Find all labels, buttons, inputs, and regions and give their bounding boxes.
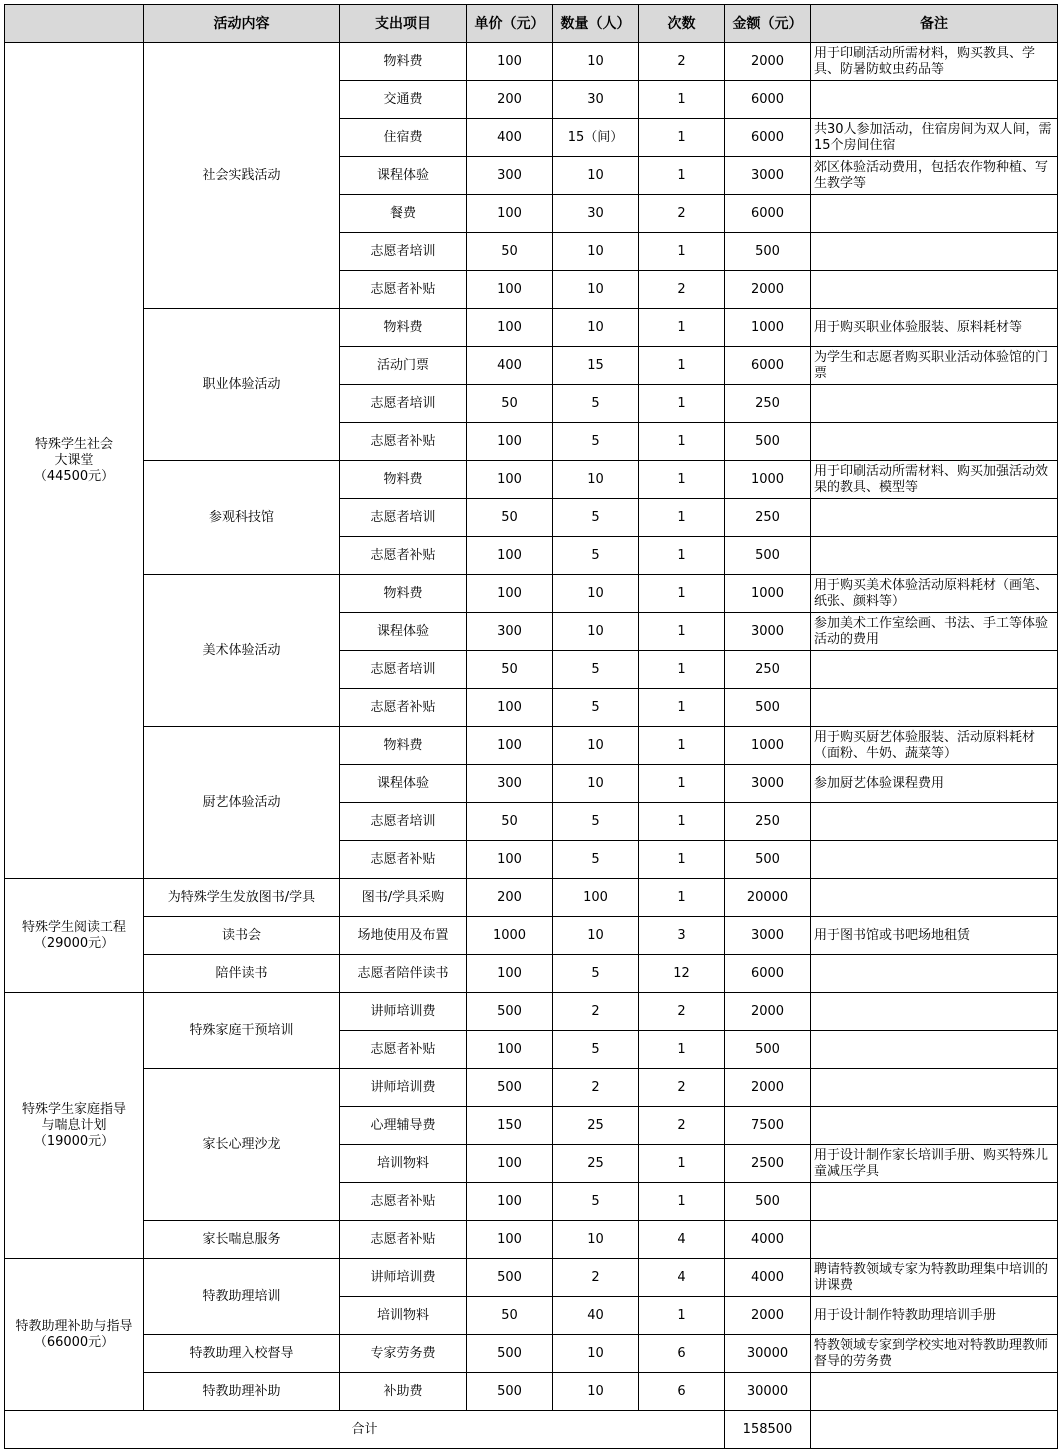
table-row xyxy=(5,917,1058,955)
header-item: 支出项目 xyxy=(340,5,467,43)
category-cell xyxy=(5,43,144,879)
item-cell: 志愿者培训 xyxy=(340,499,467,537)
quantity-cell: 10 xyxy=(553,157,639,195)
item-cell: 志愿者培训 xyxy=(340,233,467,271)
quantity-cell: 15（间） xyxy=(553,119,639,157)
activity-cell: 为特殊学生发放图书/学具 xyxy=(144,879,340,917)
quantity-cell: 5 xyxy=(553,1183,639,1221)
amount-cell: 6000 xyxy=(725,955,811,993)
item-cell: 物料费 xyxy=(340,575,467,613)
item-cell: 志愿者补贴 xyxy=(340,1031,467,1069)
note-cell xyxy=(811,423,1058,461)
unit-price-cell: 100 xyxy=(467,309,553,347)
note-cell xyxy=(811,1373,1058,1411)
unit-price-cell: 500 xyxy=(467,1069,553,1107)
times-cell: 1 xyxy=(639,841,725,879)
header-quantity: 数量（人） xyxy=(553,5,639,43)
unit-price-cell: 100 xyxy=(467,689,553,727)
times-cell: 1 xyxy=(639,575,725,613)
quantity-cell: 10 xyxy=(553,271,639,309)
quantity-cell: 2 xyxy=(553,993,639,1031)
activity-cell: 特教助理补助 xyxy=(144,1373,340,1411)
amount-cell: 2500 xyxy=(725,1145,811,1183)
times-cell: 1 xyxy=(639,1031,725,1069)
times-cell: 1 xyxy=(639,461,725,499)
budget-table-part2 xyxy=(4,878,1058,1449)
times-cell: 1 xyxy=(639,1297,725,1335)
note-cell xyxy=(811,1031,1058,1069)
category-cell xyxy=(5,1259,144,1411)
unit-price-cell: 100 xyxy=(467,1221,553,1259)
budget-table-part1 xyxy=(4,4,1058,879)
item-cell: 场地使用及布置 xyxy=(340,917,467,955)
category-line: 大课堂 xyxy=(54,452,94,468)
amount-cell: 500 xyxy=(725,537,811,575)
item-cell: 志愿者补贴 xyxy=(340,1221,467,1259)
category-cell xyxy=(5,879,144,993)
item-cell: 心理辅导费 xyxy=(340,1107,467,1145)
times-cell: 4 xyxy=(639,1221,725,1259)
times-cell: 1 xyxy=(639,119,725,157)
item-cell: 图书/学具采购 xyxy=(340,879,467,917)
item-cell: 物料费 xyxy=(340,461,467,499)
amount-cell: 30000 xyxy=(725,1373,811,1411)
times-cell: 1 xyxy=(639,803,725,841)
times-cell: 2 xyxy=(639,195,725,233)
quantity-cell: 25 xyxy=(553,1107,639,1145)
quantity-cell: 10 xyxy=(553,613,639,651)
quantity-cell: 10 xyxy=(553,43,639,81)
item-cell: 志愿者培训 xyxy=(340,803,467,841)
note-cell xyxy=(811,233,1058,271)
note-cell: 用于印刷活动所需材料、购买加强活动效果的教具、模型等 xyxy=(811,461,1058,499)
table-row xyxy=(5,955,1058,993)
category-line: 特殊学生阅读工程 xyxy=(21,919,126,935)
times-cell: 1 xyxy=(639,879,725,917)
times-cell: 1 xyxy=(639,537,725,575)
item-cell: 课程体验 xyxy=(340,157,467,195)
quantity-cell: 5 xyxy=(553,1031,639,1069)
times-cell: 2 xyxy=(639,43,725,81)
note-cell xyxy=(811,955,1058,993)
unit-price-cell: 100 xyxy=(467,1183,553,1221)
item-cell: 培训物料 xyxy=(340,1297,467,1335)
note-cell: 用于设计制作家长培训手册、购买特殊儿童减压学具 xyxy=(811,1145,1058,1183)
header-amount: 金额（元） xyxy=(725,5,811,43)
amount-cell: 6000 xyxy=(725,347,811,385)
note-cell xyxy=(811,385,1058,423)
item-cell: 活动门票 xyxy=(340,347,467,385)
item-cell: 志愿者补贴 xyxy=(340,841,467,879)
quantity-cell: 10 xyxy=(553,765,639,803)
amount-cell: 3000 xyxy=(725,917,811,955)
amount-cell: 500 xyxy=(725,689,811,727)
activity-cell: 参观科技馆 xyxy=(144,461,340,575)
times-cell: 4 xyxy=(639,1259,725,1297)
item-cell: 课程体验 xyxy=(340,765,467,803)
quantity-cell: 10 xyxy=(553,1221,639,1259)
header-times: 次数 xyxy=(639,5,725,43)
item-cell: 物料费 xyxy=(340,43,467,81)
item-cell: 志愿者补贴 xyxy=(340,537,467,575)
quantity-cell: 10 xyxy=(553,233,639,271)
note-cell xyxy=(811,1221,1058,1259)
unit-price-cell: 50 xyxy=(467,651,553,689)
times-cell: 1 xyxy=(639,309,725,347)
activity-cell: 家长心理沙龙 xyxy=(144,1069,340,1221)
amount-cell: 250 xyxy=(725,385,811,423)
note-cell xyxy=(811,499,1058,537)
quantity-cell: 10 xyxy=(553,1373,639,1411)
section1-body xyxy=(5,43,1058,879)
times-cell: 2 xyxy=(639,271,725,309)
unit-price-cell: 100 xyxy=(467,461,553,499)
item-cell: 物料费 xyxy=(340,309,467,347)
note-cell xyxy=(811,803,1058,841)
quantity-cell: 10 xyxy=(553,461,639,499)
amount-cell: 500 xyxy=(725,233,811,271)
activity-cell: 特教助理培训 xyxy=(144,1259,340,1335)
table-row xyxy=(5,993,1058,1031)
amount-cell: 30000 xyxy=(725,1335,811,1373)
unit-price-cell: 150 xyxy=(467,1107,553,1145)
amount-cell: 4000 xyxy=(725,1259,811,1297)
unit-price-cell: 50 xyxy=(467,233,553,271)
total-row xyxy=(5,1411,1058,1449)
note-cell: 参加美术工作室绘画、书法、手工等体验活动的费用 xyxy=(811,613,1058,651)
times-cell: 1 xyxy=(639,651,725,689)
amount-cell: 1000 xyxy=(725,309,811,347)
unit-price-cell: 300 xyxy=(467,157,553,195)
item-cell: 志愿者培训 xyxy=(340,385,467,423)
unit-price-cell: 300 xyxy=(467,613,553,651)
times-cell: 1 xyxy=(639,613,725,651)
table-row xyxy=(5,1221,1058,1259)
table-row xyxy=(5,879,1058,917)
note-cell: 用于设计制作特教助理培训手册 xyxy=(811,1297,1058,1335)
item-cell: 志愿者培训 xyxy=(340,651,467,689)
quantity-cell: 5 xyxy=(553,651,639,689)
amount-cell: 1000 xyxy=(725,727,811,765)
quantity-cell: 5 xyxy=(553,841,639,879)
note-cell: 共30人参加活动，住宿房间为双人间，需15个房间住宿 xyxy=(811,119,1058,157)
quantity-cell: 30 xyxy=(553,81,639,119)
category-line: （29000元） xyxy=(33,935,115,951)
activity-cell: 特殊家庭干预培训 xyxy=(144,993,340,1069)
activity-cell: 读书会 xyxy=(144,917,340,955)
note-cell: 参加厨艺体验课程费用 xyxy=(811,765,1058,803)
note-cell: 用于购买厨艺体验服装、活动原料耗材（面粉、牛奶、蔬菜等） xyxy=(811,727,1058,765)
amount-cell: 250 xyxy=(725,499,811,537)
note-cell xyxy=(811,537,1058,575)
unit-price-cell: 100 xyxy=(467,1145,553,1183)
quantity-cell: 10 xyxy=(553,309,639,347)
total-amount: 158500 xyxy=(725,1411,811,1449)
amount-cell: 3000 xyxy=(725,613,811,651)
table-row xyxy=(5,309,1058,347)
times-cell: 1 xyxy=(639,233,725,271)
quantity-cell: 30 xyxy=(553,195,639,233)
unit-price-cell: 50 xyxy=(467,385,553,423)
amount-cell: 500 xyxy=(725,841,811,879)
header-row xyxy=(5,5,1058,43)
table-row xyxy=(5,1259,1058,1297)
amount-cell: 250 xyxy=(725,803,811,841)
item-cell: 志愿者陪伴读书 xyxy=(340,955,467,993)
unit-price-cell: 100 xyxy=(467,727,553,765)
total-note xyxy=(811,1411,1058,1449)
item-cell: 餐费 xyxy=(340,195,467,233)
unit-price-cell: 300 xyxy=(467,765,553,803)
note-cell xyxy=(811,879,1058,917)
note-cell xyxy=(811,195,1058,233)
item-cell: 住宿费 xyxy=(340,119,467,157)
quantity-cell: 5 xyxy=(553,499,639,537)
sections-2-4-body xyxy=(5,879,1058,1411)
unit-price-cell: 100 xyxy=(467,423,553,461)
times-cell: 1 xyxy=(639,1145,725,1183)
category-line: 与喘息计划 xyxy=(41,1117,107,1133)
quantity-cell: 2 xyxy=(553,1069,639,1107)
amount-cell: 3000 xyxy=(725,157,811,195)
item-cell: 讲师培训费 xyxy=(340,993,467,1031)
times-cell: 1 xyxy=(639,81,725,119)
amount-cell: 250 xyxy=(725,651,811,689)
activity-cell: 特教助理入校督导 xyxy=(144,1335,340,1373)
amount-cell: 500 xyxy=(725,423,811,461)
header-activity: 活动内容 xyxy=(144,5,340,43)
quantity-cell: 5 xyxy=(553,955,639,993)
table-row xyxy=(5,43,1058,81)
item-cell: 志愿者补贴 xyxy=(340,689,467,727)
note-cell: 用于购买职业体验服装、原料耗材等 xyxy=(811,309,1058,347)
times-cell: 2 xyxy=(639,1069,725,1107)
unit-price-cell: 400 xyxy=(467,347,553,385)
header-note: 备注 xyxy=(811,5,1058,43)
table-row xyxy=(5,1373,1058,1411)
note-cell xyxy=(811,271,1058,309)
note-cell xyxy=(811,689,1058,727)
unit-price-cell: 1000 xyxy=(467,917,553,955)
amount-cell: 6000 xyxy=(725,119,811,157)
unit-price-cell: 100 xyxy=(467,43,553,81)
category-line: 特殊学生社会 xyxy=(34,436,113,452)
amount-cell: 6000 xyxy=(725,81,811,119)
unit-price-cell: 100 xyxy=(467,575,553,613)
table-row xyxy=(5,575,1058,613)
amount-cell: 1000 xyxy=(725,575,811,613)
category-line: 特殊学生家庭指导 xyxy=(21,1101,126,1117)
times-cell: 1 xyxy=(639,157,725,195)
times-cell: 1 xyxy=(639,499,725,537)
unit-price-cell: 200 xyxy=(467,879,553,917)
amount-cell: 1000 xyxy=(725,461,811,499)
times-cell: 3 xyxy=(639,917,725,955)
times-cell: 2 xyxy=(639,1107,725,1145)
unit-price-cell: 500 xyxy=(467,1335,553,1373)
amount-cell: 2000 xyxy=(725,43,811,81)
activity-cell: 陪伴读书 xyxy=(144,955,340,993)
table-row xyxy=(5,727,1058,765)
item-cell: 讲师培训费 xyxy=(340,1069,467,1107)
note-cell xyxy=(811,993,1058,1031)
unit-price-cell: 500 xyxy=(467,1373,553,1411)
times-cell: 12 xyxy=(639,955,725,993)
unit-price-cell: 200 xyxy=(467,81,553,119)
category-line: 特教助理补助与指导 xyxy=(15,1318,133,1334)
note-cell xyxy=(811,1183,1058,1221)
unit-price-cell: 50 xyxy=(467,499,553,537)
unit-price-cell: 100 xyxy=(467,841,553,879)
item-cell: 志愿者补贴 xyxy=(340,1183,467,1221)
times-cell: 1 xyxy=(639,423,725,461)
quantity-cell: 10 xyxy=(553,575,639,613)
times-cell: 1 xyxy=(639,727,725,765)
note-cell xyxy=(811,1069,1058,1107)
note-cell: 用于购买美术体验活动原料耗材（画笔、纸张、颜料等） xyxy=(811,575,1058,613)
quantity-cell: 2 xyxy=(553,1259,639,1297)
note-cell xyxy=(811,651,1058,689)
unit-price-cell: 100 xyxy=(467,271,553,309)
quantity-cell: 15 xyxy=(553,347,639,385)
unit-price-cell: 50 xyxy=(467,1297,553,1335)
quantity-cell: 100 xyxy=(553,879,639,917)
times-cell: 2 xyxy=(639,993,725,1031)
item-cell: 培训物料 xyxy=(340,1145,467,1183)
quantity-cell: 5 xyxy=(553,385,639,423)
note-cell: 特教领域专家到学校实地对特教助理教师督导的劳务费 xyxy=(811,1335,1058,1373)
quantity-cell: 10 xyxy=(553,917,639,955)
quantity-cell: 5 xyxy=(553,537,639,575)
total-label: 合计 xyxy=(5,1411,725,1449)
category-line: （19000元） xyxy=(33,1133,115,1149)
unit-price-cell: 500 xyxy=(467,993,553,1031)
unit-price-cell: 100 xyxy=(467,537,553,575)
note-cell xyxy=(811,841,1058,879)
unit-price-cell: 100 xyxy=(467,1031,553,1069)
quantity-cell: 40 xyxy=(553,1297,639,1335)
item-cell: 交通费 xyxy=(340,81,467,119)
times-cell: 1 xyxy=(639,1183,725,1221)
amount-cell: 500 xyxy=(725,1183,811,1221)
quantity-cell: 10 xyxy=(553,727,639,765)
unit-price-cell: 400 xyxy=(467,119,553,157)
category-line: （66000元） xyxy=(33,1334,115,1350)
times-cell: 6 xyxy=(639,1373,725,1411)
unit-price-cell: 50 xyxy=(467,803,553,841)
amount-cell: 4000 xyxy=(725,1221,811,1259)
times-cell: 1 xyxy=(639,765,725,803)
item-cell: 讲师培训费 xyxy=(340,1259,467,1297)
amount-cell: 500 xyxy=(725,1031,811,1069)
unit-price-cell: 100 xyxy=(467,955,553,993)
amount-cell: 6000 xyxy=(725,195,811,233)
times-cell: 6 xyxy=(639,1335,725,1373)
quantity-cell: 25 xyxy=(553,1145,639,1183)
amount-cell: 2000 xyxy=(725,993,811,1031)
note-cell: 郊区体验活动费用，包括农作物种植、写生教学等 xyxy=(811,157,1058,195)
amount-cell: 3000 xyxy=(725,765,811,803)
unit-price-cell: 100 xyxy=(467,195,553,233)
times-cell: 1 xyxy=(639,689,725,727)
item-cell: 补助费 xyxy=(340,1373,467,1411)
item-cell: 课程体验 xyxy=(340,613,467,651)
amount-cell: 7500 xyxy=(725,1107,811,1145)
amount-cell: 2000 xyxy=(725,1069,811,1107)
table-row xyxy=(5,461,1058,499)
quantity-cell: 5 xyxy=(553,423,639,461)
item-cell: 志愿者补贴 xyxy=(340,271,467,309)
note-cell xyxy=(811,1107,1058,1145)
item-cell: 专家劳务费 xyxy=(340,1335,467,1373)
times-cell: 1 xyxy=(639,385,725,423)
quantity-cell: 10 xyxy=(553,1335,639,1373)
header-unit-price: 单价（元） xyxy=(467,5,553,43)
header-category xyxy=(5,5,144,43)
item-cell: 志愿者补贴 xyxy=(340,423,467,461)
amount-cell: 20000 xyxy=(725,879,811,917)
activity-cell: 美术体验活动 xyxy=(144,575,340,727)
note-cell: 用于图书馆或书吧场地租赁 xyxy=(811,917,1058,955)
activity-cell: 社会实践活动 xyxy=(144,43,340,309)
item-cell: 物料费 xyxy=(340,727,467,765)
table-row xyxy=(5,1335,1058,1373)
note-cell: 聘请特教领域专家为特教助理集中培训的讲课费 xyxy=(811,1259,1058,1297)
activity-cell: 家长喘息服务 xyxy=(144,1221,340,1259)
activity-cell: 厨艺体验活动 xyxy=(144,727,340,879)
note-cell: 为学生和志愿者购买职业活动体验馆的门票 xyxy=(811,347,1058,385)
note-cell xyxy=(811,81,1058,119)
category-cell xyxy=(5,993,144,1259)
activity-cell: 职业体验活动 xyxy=(144,309,340,461)
unit-price-cell: 500 xyxy=(467,1259,553,1297)
amount-cell: 2000 xyxy=(725,271,811,309)
category-line: （44500元） xyxy=(33,468,115,484)
note-cell: 用于印刷活动所需材料，购买教具、学具、防暑防蚊虫药品等 xyxy=(811,43,1058,81)
times-cell: 1 xyxy=(639,347,725,385)
quantity-cell: 5 xyxy=(553,689,639,727)
quantity-cell: 5 xyxy=(553,803,639,841)
table-row xyxy=(5,1069,1058,1107)
amount-cell: 2000 xyxy=(725,1297,811,1335)
